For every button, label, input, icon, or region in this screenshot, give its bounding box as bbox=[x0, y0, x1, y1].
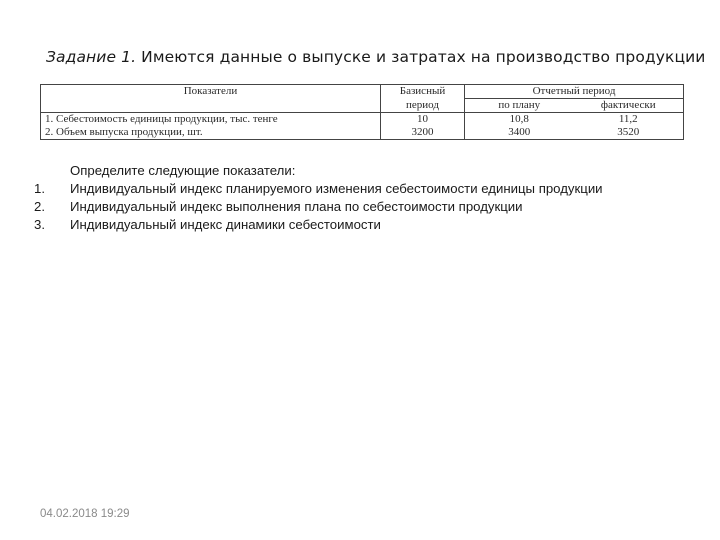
row-actual: 3520 bbox=[574, 126, 684, 140]
header-plan: по плану bbox=[465, 99, 574, 113]
row-actual: 11,2 bbox=[574, 113, 684, 127]
list-item-number: 2. bbox=[34, 199, 45, 214]
table-row bbox=[41, 113, 684, 127]
list-item-text: Индивидуальный индекс динамики себестоимости bbox=[70, 217, 381, 232]
table-header-row-2 bbox=[41, 99, 684, 113]
table-header-row-1 bbox=[41, 85, 684, 99]
list-item-number: 1. bbox=[34, 181, 45, 196]
header-base-line1: Базисный bbox=[381, 85, 465, 99]
header-report-period: Отчетный период bbox=[465, 85, 684, 99]
title-text: Имеются данные о выпуске и затратах на производство продукции bbox=[136, 48, 706, 66]
task-label: Задание 1. bbox=[46, 48, 137, 66]
data-table bbox=[40, 84, 684, 140]
header-indicator-spacer bbox=[41, 99, 381, 113]
list-item-number: 3. bbox=[34, 217, 45, 232]
row-base: 10 bbox=[381, 113, 465, 127]
list-item bbox=[34, 216, 694, 234]
task-list bbox=[34, 162, 694, 234]
list-item-text: Индивидуальный индекс планируемого изменения себестоимости единицы продукции bbox=[70, 181, 603, 196]
list-item bbox=[34, 198, 694, 216]
header-indicator: Показатели bbox=[41, 85, 381, 99]
row-plan: 10,8 bbox=[465, 113, 574, 127]
task-intro bbox=[34, 162, 694, 180]
row-name: 2. Объем выпуска продукции, шт. bbox=[41, 126, 381, 140]
list-item bbox=[34, 180, 694, 198]
table-row bbox=[41, 126, 684, 140]
slide-title bbox=[46, 48, 706, 66]
task-intro-text: Определите следующие показатели: bbox=[70, 163, 296, 178]
list-item-text: Индивидуальный индекс выполнения плана по себестоимости продукции bbox=[70, 199, 523, 214]
row-plan: 3400 bbox=[465, 126, 574, 140]
footer-date: 04.02.2018 19:29 bbox=[40, 508, 130, 520]
header-base-line2: период bbox=[381, 99, 465, 113]
row-name: 1. Себестоимость единицы продукции, тыс. тенге bbox=[41, 113, 381, 127]
row-base: 3200 bbox=[381, 126, 465, 140]
header-actual: фактически bbox=[574, 99, 684, 113]
